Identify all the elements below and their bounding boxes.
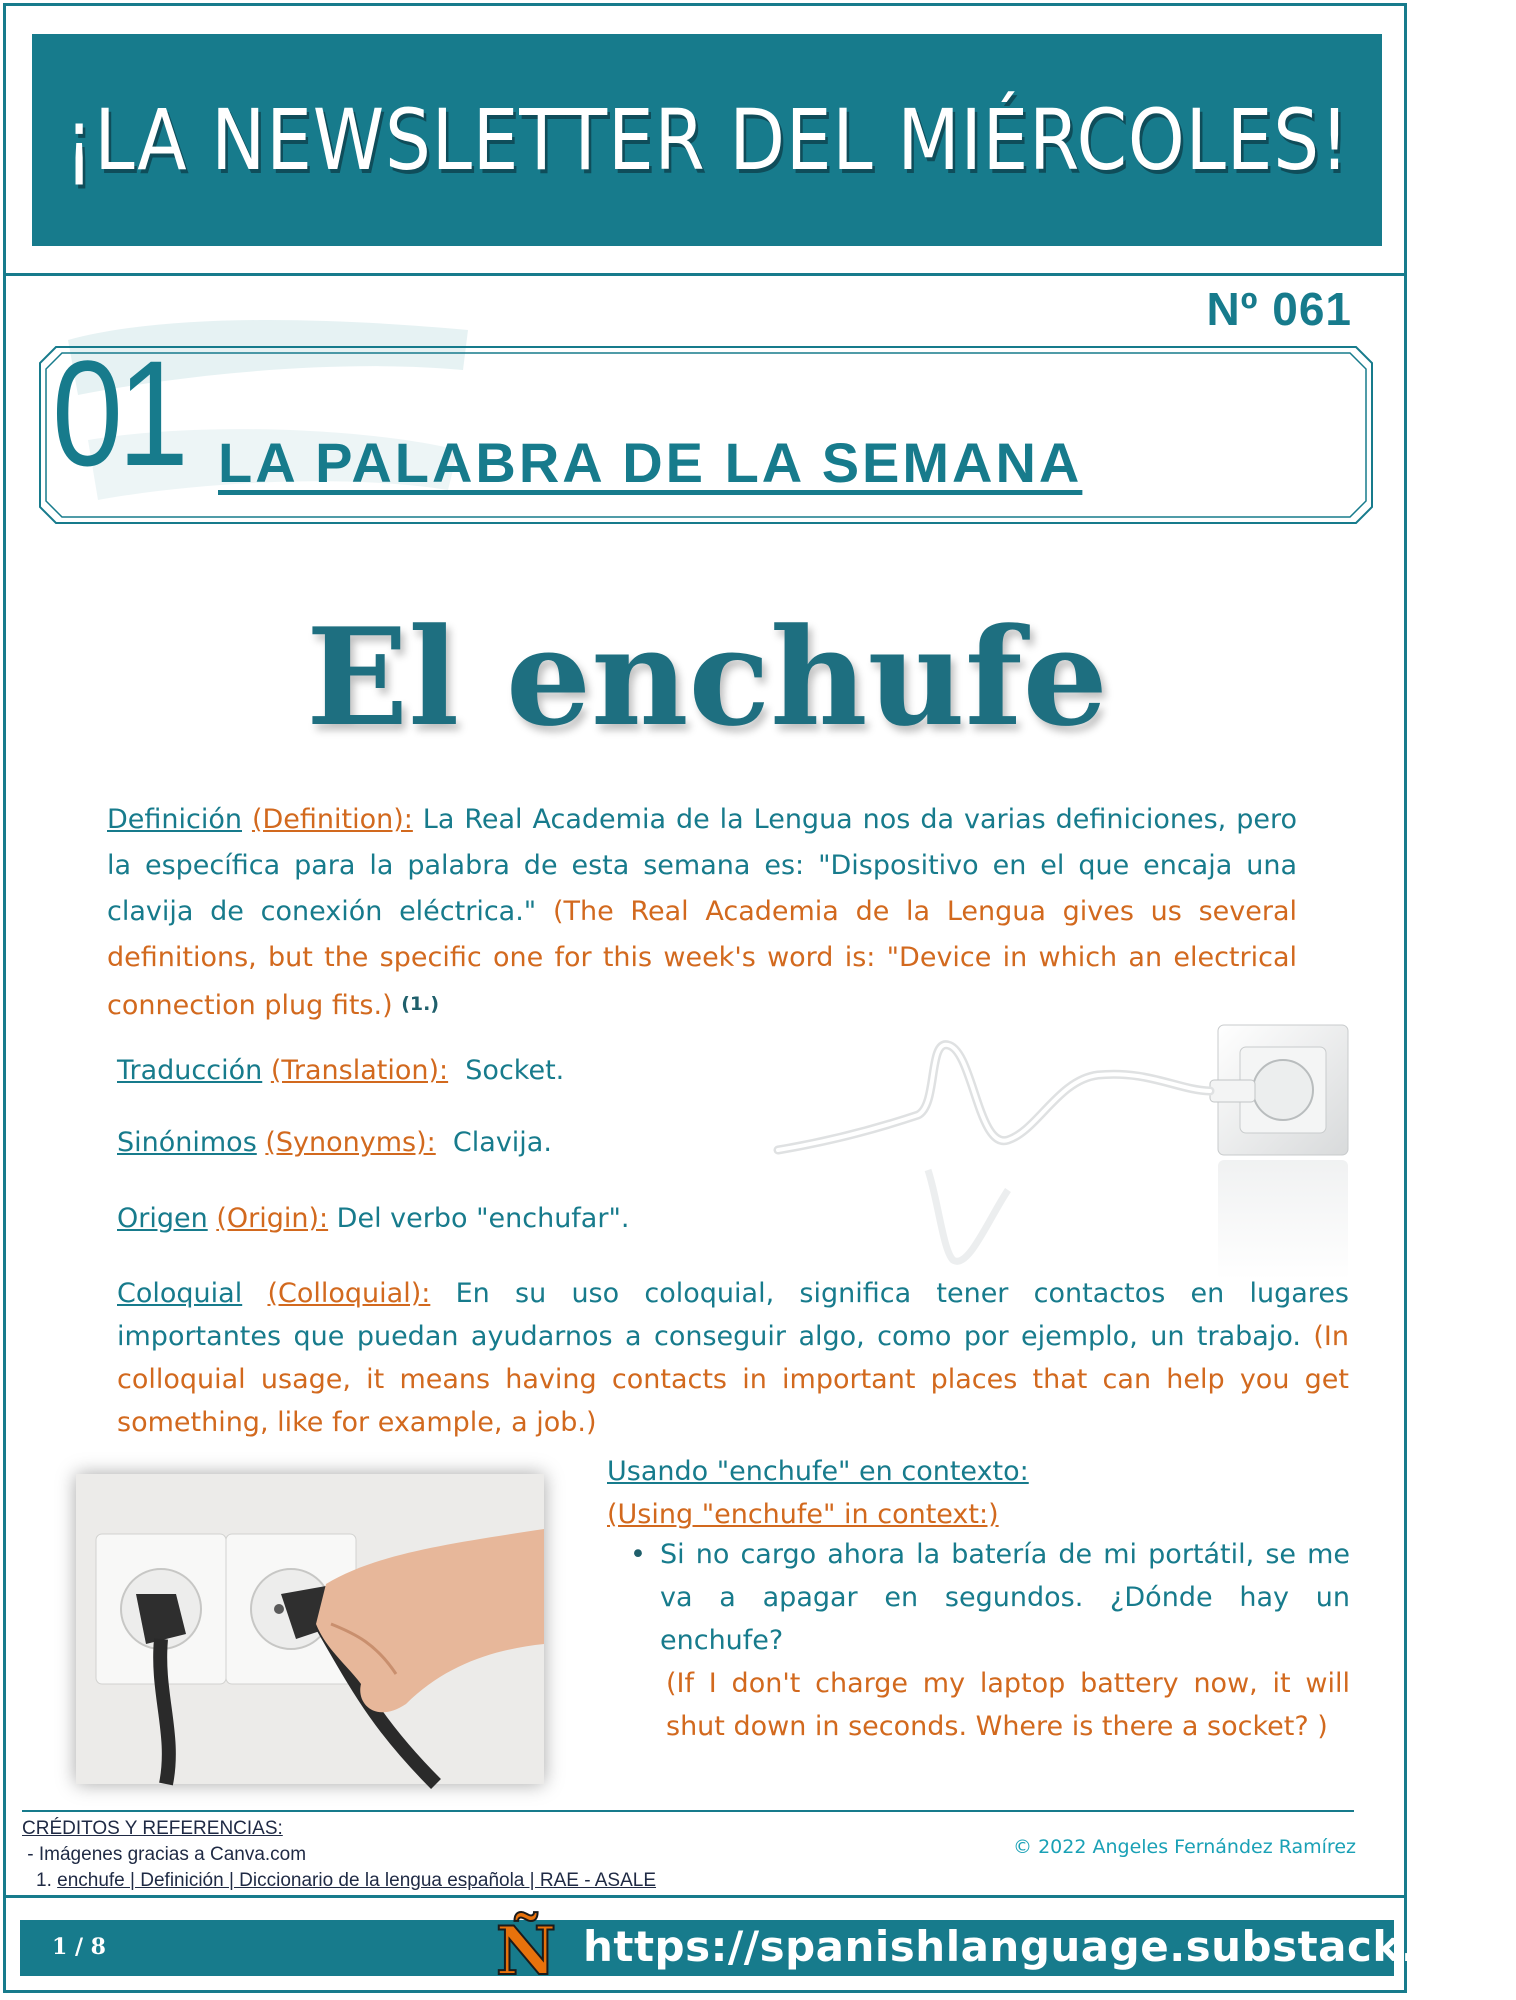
reference-number: 1. [36,1870,52,1891]
translation-label-es: Traducción [117,1055,263,1086]
newsletter-header [32,34,1382,246]
context-heading [607,1450,1029,1536]
credits-images: - Imágenes gracias a Canva.com [22,1844,307,1865]
context-title-en: (Using "enchufe" in context:) [607,1499,999,1530]
synonyms-label-es: Sinónimos [117,1127,257,1158]
footer-divider [3,1895,1407,1898]
colloquial-label-en: (Colloquial): [267,1278,431,1309]
definition-paragraph [107,797,1297,1029]
definition-label-es: Definición [107,804,242,835]
colloquial-paragraph [117,1272,1349,1444]
page-indicator: 1 / 8 [52,1934,106,1960]
definition-label-en: (Definition): [251,804,413,835]
newsletter-url-link[interactable]: https://spanishlanguage.substack.com [583,1922,1516,1971]
context-title-es: Usando "enchufe" en contexto: [607,1456,1029,1487]
hand-plug-photo [76,1474,544,1784]
socket-photo [778,1020,1358,1300]
translation-label-en: (Translation): [270,1055,449,1086]
credits [22,1816,656,1894]
synonyms-value: Clavija. [435,1127,552,1158]
origin-label-en: (Origin): [216,1203,329,1234]
example-english: (If I don't charge my laptop battery now, it will shut down in seconds. Where is there a socket? ) [666,1668,1350,1742]
word-of-the-week: El enchufe [306,598,1108,756]
colloquial-label-es: Coloquial [117,1278,243,1309]
n-tilde-logo [492,1908,560,1990]
section-number: 01 [52,329,184,497]
colloquial-text-es: En su uso coloquial, significa tener contactos en lugares importantes que puedan ayudarnos a conseguir algo, como por ejemplo, un trabajo. [117,1278,1349,1352]
logo-letter: Ñ [495,1912,557,1990]
credits-title: CRÉDITOS Y REFERENCIAS: [22,1818,283,1839]
section-title: LA PALABRA DE LA SEMANA [218,431,1083,494]
definition-reference: (1.) [401,993,440,1015]
credits-divider [22,1810,1354,1812]
synonyms-label-en: (Synonyms): [265,1127,436,1158]
context-examples [630,1533,1350,1748]
copyright: © 2022 Angeles Fernández Ramírez [1013,1836,1356,1858]
colloquial-text-en: (In colloquial usage, it means having contacts in important places that can help you get something, like for example, a job.) [117,1321,1349,1438]
context-example [630,1533,1350,1748]
translation-line [117,1055,564,1086]
origin-label-es: Origen [117,1203,208,1234]
definition-text-en: (The Real Academia de la Lengua gives us several definitions, but the specific one for this week's word is: "Device in which an electrical connection plug fits.) [107,896,1297,1021]
example-spanish: Si no cargo ahora la batería de mi portátil, se me va a apagar en segundos. ¿Dónde hay un enchufe? [660,1539,1350,1656]
origin-line [117,1203,629,1234]
issue-number: Nº 061 [1206,283,1352,335]
definition-text-es: La Real Academia de la Lengua nos da varias definiciones, pero la específica para la palabra de esta semana es: "Dispositivo en el que encaja una clavija de conexión eléctrica." [107,804,1297,927]
rae-reference-link[interactable]: enchufe | Definición | Diccionario de la lengua española | RAE - ASALE [57,1870,657,1891]
synonyms-line [117,1127,552,1158]
origin-value: Del verbo "enchufar". [328,1203,630,1234]
translation-value: Socket. [448,1055,565,1086]
newsletter-title: ¡LA NEWSLETTER DEL MIÉRCOLES! [64,91,1350,189]
